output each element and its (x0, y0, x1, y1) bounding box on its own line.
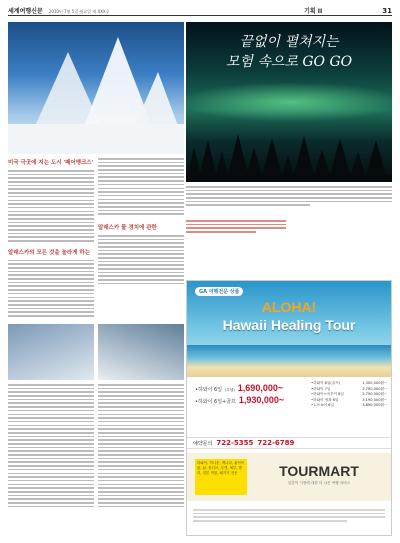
product-1-sub: (호텔) (225, 388, 235, 392)
middle-lower-text (98, 384, 184, 507)
price-list-item: •하와이 정복 6일 3,190,000원~ (311, 397, 387, 402)
page-header (8, 4, 392, 16)
beach-image (187, 345, 391, 377)
phone-number-1[interactable]: 722-5355 (216, 439, 254, 447)
product-1-label: •하와이 6일 (195, 387, 223, 393)
middle-column-text (98, 158, 184, 284)
price-list (311, 381, 387, 409)
ad-bottom-band (187, 453, 391, 501)
phone-number-2[interactable]: 722-6789 (257, 439, 295, 447)
destinations-box: 하와이, 허니문, 캐나다, 괌사이판, 괌, 몰디브, 푸켓, 세부, 발리, 일본 직항, 패키지 전문 (195, 459, 247, 495)
price-row-2 (195, 395, 305, 405)
product-2-label: •하와이 6일+골프 (195, 399, 236, 405)
banner-title: 끝없이 펼쳐지는 모험 속으로 GO GO (225, 34, 353, 70)
forest-silhouette (186, 122, 392, 182)
left-subhead-2: 알래스카의 모든 것을 놀라게 하는 (8, 249, 91, 256)
price-row-1 (195, 383, 305, 393)
issue-date: 2010년 7월 5일 월요일 제 XXX호 (48, 9, 110, 14)
middle-subhead: 알래스카 물 경치에 관한 (98, 224, 157, 231)
price-list-item: •하와이 7일 2,790,000원~ (311, 386, 387, 391)
product-1-price: 1,690,000~ (237, 383, 284, 393)
ad-category-pill: GA 여행전문 상품 (195, 287, 243, 296)
banner-caption-text (186, 186, 392, 206)
page-number: 31 (382, 7, 392, 15)
ad-aloha-text: ALOHA! (261, 299, 317, 315)
phone-label: 예약문의 (193, 440, 213, 447)
husky-photo (98, 324, 184, 380)
product-2-price: 1,930,000~ (238, 395, 285, 405)
price-list-item: •하와이 6일(골프) 1,300,000원~ (311, 381, 387, 385)
left-column-text (8, 158, 94, 317)
tourmart-tagline: 일간이 시장에 대한 더 나은 여행 서비스 (287, 481, 351, 485)
hawaii-tour-advertisement[interactable] (186, 280, 392, 536)
left-subhead: 미국 극곳에 지는 도시 '페어뱅크스' (8, 160, 94, 166)
section-title: 기획 II (304, 8, 323, 15)
aurora-banner (186, 22, 392, 182)
ad-hero (187, 281, 391, 377)
red-highlight-text (186, 220, 286, 233)
ad-footer-text (187, 505, 391, 535)
main-prices (195, 383, 305, 423)
tourmart-logo[interactable]: TOURMART (279, 463, 359, 479)
ad-title: Hawaii Healing Tour (222, 317, 356, 333)
price-list-item: •노쓰쇼어 6일 3,890,000원~ (311, 403, 387, 408)
fairbanks-winter-photo (8, 22, 184, 154)
price-list-item: •하와이+마우이 8일 2,790,000원~ (311, 392, 387, 397)
newspaper-name: 세계여행신문 (8, 8, 43, 15)
phone-band[interactable] (187, 437, 391, 449)
dog-sled-photo (8, 324, 94, 380)
left-lower-text (8, 384, 94, 507)
